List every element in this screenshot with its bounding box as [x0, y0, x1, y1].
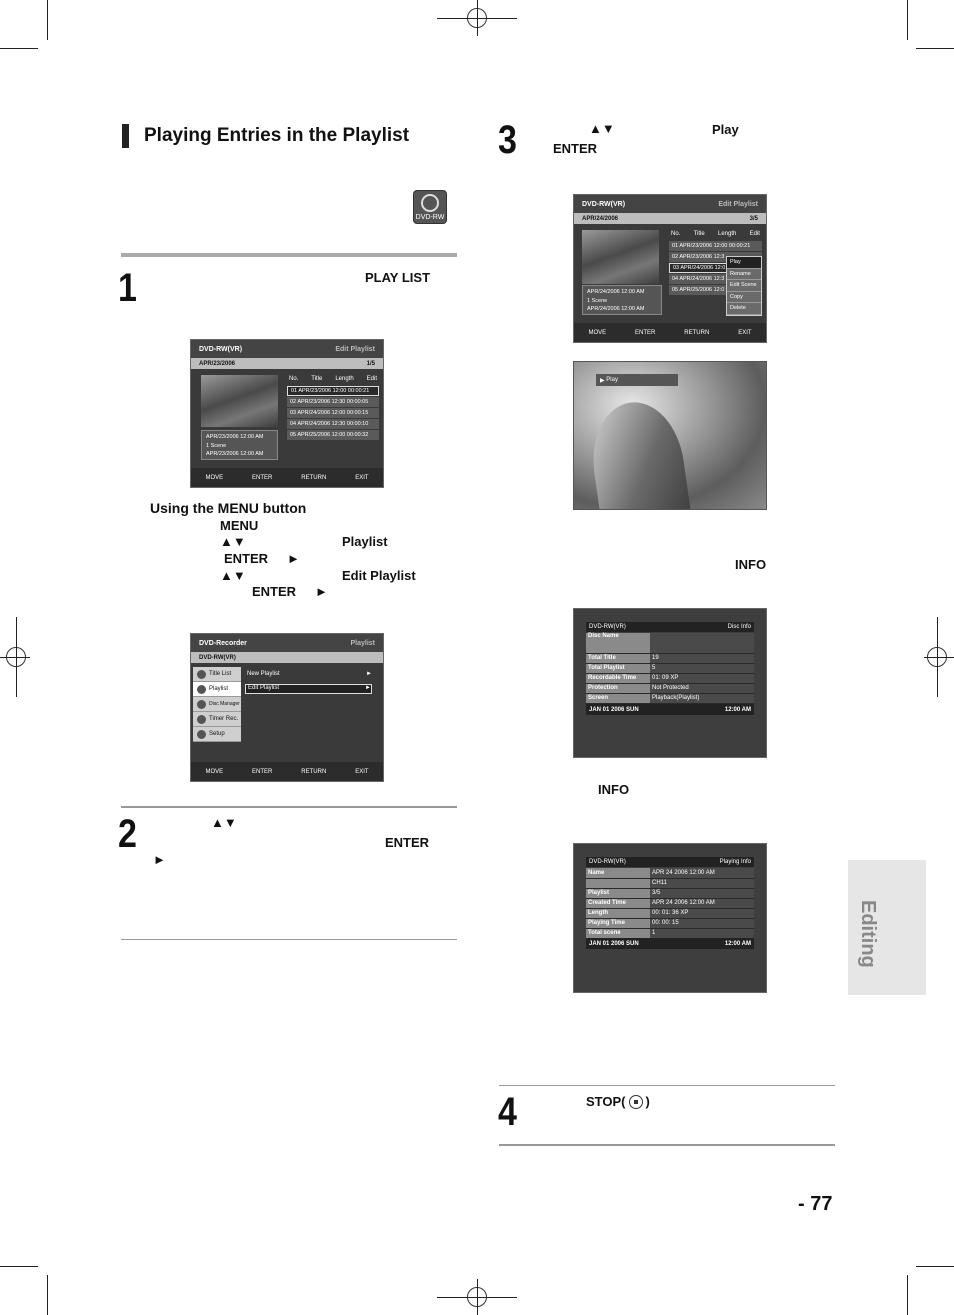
crop-mark — [916, 48, 954, 49]
thumbnail-info: APR/23/2006 12:00 AM 1 Scene APR/23/2006 12:00 AM — [201, 430, 278, 460]
info-keyword: INFO — [735, 557, 767, 572]
crop-mark — [0, 48, 38, 49]
table-row: Total scene 1 — [586, 928, 754, 938]
menu-item-timer-rec[interactable]: Timer Rec. — [193, 712, 241, 727]
menu-item-title-list[interactable]: Title List — [193, 667, 241, 682]
right-arrow-icon: ► — [153, 852, 166, 867]
arrows-keyword: ▲▼ — [220, 534, 246, 549]
menu-option-new-playlist[interactable]: New Playlist ► — [247, 671, 372, 677]
crop-mark — [47, 0, 48, 40]
playlist-list: No. Title Length Edit 01 APR/23/2006 12:00 00:00:21 02 APR/23/2006 12:3 03 APR/24/2006 12:0 04 APR/24/2006 12:3 05 APR/25/2006 12:0 — [669, 231, 762, 296]
registration-line — [924, 657, 954, 658]
menu-screen — [190, 633, 384, 782]
table-row: Length 00: 01: 36 XP — [586, 908, 754, 918]
page-title — [122, 124, 409, 148]
screen-footer: MOVE ENTER RETURN EXIT — [191, 468, 383, 487]
screen-subheader: DVD-RW(VR) — [191, 652, 383, 663]
screen-header: DVD-RW(VR) Edit Playlist — [574, 195, 766, 213]
menu-item-delete[interactable]: Delete — [727, 303, 761, 315]
disc-info-table — [586, 633, 754, 704]
menu-item-edit-scene[interactable]: Edit Scene — [727, 280, 761, 292]
dolphin-silhouette — [585, 396, 692, 510]
menu-heading: Using the MENU button — [150, 500, 307, 516]
enter-keyword: ENTER — [553, 141, 598, 156]
menu-option-edit-playlist[interactable]: Edit Playlist ► — [245, 684, 372, 694]
list-item[interactable]: 01 APR/23/2006 12:00 00:00:21 — [669, 241, 762, 251]
crop-mark — [907, 1275, 908, 1315]
table-row: Screen Playback(Playlist) — [586, 693, 754, 703]
stop-icon — [629, 1095, 643, 1109]
screen-footer: MOVE ENTER RETURN EXIT — [191, 762, 383, 781]
table-row: Total Title 19 — [586, 653, 754, 663]
list-item[interactable]: 03 APR/24/2006 12:00 00:00:15 — [287, 408, 379, 418]
table-row: Name APR 24 2006 12:00 AM — [586, 868, 754, 878]
screen-header: DVD-Recorder Playlist — [191, 634, 383, 652]
enter-keyword: ENTER — [385, 835, 430, 850]
divider — [121, 253, 457, 257]
list-item[interactable]: 05 APR/25/2006 12:00 00:00:32 — [287, 430, 379, 440]
divider — [121, 806, 457, 808]
play-keyword: Play — [712, 122, 739, 137]
playback-screen — [573, 361, 767, 510]
menu-item-playlist[interactable]: Playlist — [193, 682, 241, 697]
crop-mark — [0, 1266, 38, 1267]
enter-keyword: ENTER — [224, 551, 269, 566]
playing-info-screen: DVD-RW(VR) Playing Info Name APR 24 2006 12:00 AM CH11 Playlist 3/5 Created Time APR 24 2006 12:00 AM Length 00: 01: 36 XP Playing Time 00: 00: 15 Total scene 1 JAN 01 2006 SUN 12:00 AM — [573, 843, 767, 993]
right-arrow-icon: ► — [287, 551, 300, 566]
arrows-keyword: ▲▼ — [211, 815, 237, 830]
title-list-icon — [197, 670, 206, 679]
info-keyword: INFO — [598, 782, 630, 797]
crop-mark — [47, 1275, 48, 1315]
page-title-text: Playing Entries in the Playlist — [144, 125, 410, 146]
menu-item-rename[interactable]: Rename — [727, 269, 761, 281]
context-menu — [726, 256, 762, 316]
menu-keyword: MENU — [220, 518, 259, 533]
edit-playlist-popup-screen — [573, 194, 767, 343]
list-item[interactable]: 05 APR/25/2006 12:0 — [669, 285, 762, 295]
list-item[interactable]: 04 APR/24/2006 12:30 00:00:10 — [287, 419, 379, 429]
divider — [499, 1085, 835, 1086]
arrows-keyword: ▲▼ — [220, 568, 246, 583]
divider — [499, 1144, 835, 1146]
screen-footer: MOVE ENTER RETURN EXIT — [574, 323, 766, 342]
screen-subheader: APR/23/2006 1/5 — [191, 358, 383, 369]
editing-side-tab: Editing — [848, 860, 926, 995]
table-row: CH11 — [586, 878, 754, 888]
enter-keyword: ENTER — [252, 584, 297, 599]
list-item[interactable]: 03 APR/24/2006 12:0 — [669, 263, 762, 273]
dvd-rw-badge-icon — [413, 190, 447, 224]
thumbnail — [201, 375, 278, 427]
badge-label: DVD-RW — [415, 214, 445, 221]
divider — [121, 939, 457, 940]
screen-header: DVD-RW(VR) Edit Playlist — [191, 340, 383, 358]
registration-line — [0, 657, 30, 658]
registration-line — [477, 1279, 478, 1315]
disc-icon — [421, 194, 439, 212]
screen-subheader: APR/24/2006 3/5 — [574, 213, 766, 224]
list-item[interactable]: 04 APR/24/2006 12:3 — [669, 274, 762, 284]
thumbnail — [582, 230, 659, 284]
menu-item-play[interactable]: Play — [727, 257, 761, 269]
page-number: - 77 — [798, 1193, 833, 1215]
stop-keyword: STOP( ) — [586, 1094, 650, 1109]
registration-line — [16, 617, 17, 697]
list-item[interactable]: 02 APR/23/2006 12:3 — [669, 252, 762, 262]
table-row: Playlist 3/5 — [586, 888, 754, 898]
table-row: Total Playlist 5 — [586, 663, 754, 673]
menu-item-setup[interactable]: Setup — [193, 727, 241, 742]
title-bar — [122, 124, 129, 148]
menu-item-copy[interactable]: Copy — [727, 292, 761, 304]
step-number: 4 — [498, 1090, 517, 1134]
edit-playlist-screen — [190, 339, 384, 488]
timer-icon — [197, 715, 206, 724]
playlist-list: No. Title Length Edit 01 APR/23/2006 12:00 00:00:21 02 APR/23/2006 12:30 00:00:05 03 APR/24/2006 12:00 00:00:15 04 APR/24/2006 12:30 00:00:10 05 APR/25/2006 12:00 00:00:32 — [287, 376, 379, 441]
arrows-keyword: ▲▼ — [589, 121, 615, 136]
step-number: 3 — [498, 118, 517, 162]
registration-line — [477, 0, 478, 36]
table-row: Playing Time 00: 00: 15 — [586, 918, 754, 928]
play-indicator: ▶ Play — [596, 374, 678, 386]
playlist-keyword: Playlist — [342, 534, 388, 549]
list-item[interactable]: 02 APR/23/2006 12:30 00:00:05 — [287, 397, 379, 407]
menu-sidebar — [193, 667, 241, 742]
thumbnail-info: APR/24/2006 12:00 AM 1 Scene APR/24/2006 12:00 AM — [582, 285, 662, 315]
table-row: Disc Name — [586, 633, 754, 653]
table-row: Created Time APR 24 2006 12:00 AM — [586, 898, 754, 908]
step-number: 2 — [118, 812, 137, 856]
crop-mark — [907, 0, 908, 40]
right-arrow-icon: ► — [315, 584, 328, 599]
crop-mark — [916, 1266, 954, 1267]
menu-item-disc-manager[interactable]: Disc Manager — [193, 697, 241, 712]
playing-info-table — [586, 868, 754, 939]
play-list-keyword: PLAY LIST — [365, 270, 431, 285]
play-icon: ▶ — [600, 377, 607, 384]
step-number: 1 — [118, 266, 137, 310]
table-row: Protection Not Protected — [586, 683, 754, 693]
setup-icon — [197, 730, 206, 739]
playlist-icon — [197, 685, 206, 694]
registration-line — [937, 617, 938, 697]
list-item[interactable]: 01 APR/23/2006 12:00 00:00:21 — [287, 386, 379, 396]
edit-playlist-keyword: Edit Playlist — [342, 568, 416, 583]
disc-info-screen: DVD-RW(VR) Disc Info Disc Name Total Title 19 Total Playlist 5 Recordable Time 01: 09 XP Protection Not Protected Screen Playback(Playlist) JAN 01 2006 SUN 12:00 AM — [573, 608, 767, 758]
disc-manager-icon — [197, 700, 206, 709]
table-row: Recordable Time 01: 09 XP — [586, 673, 754, 683]
